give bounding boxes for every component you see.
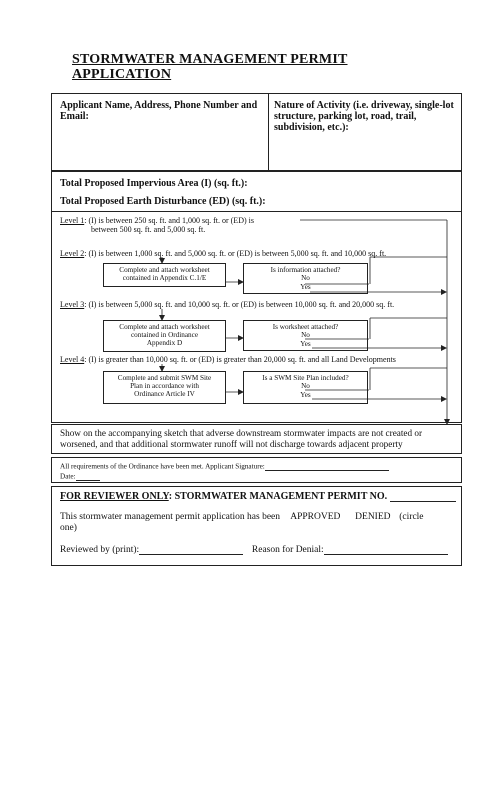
level-1-text: Level 1: (I) is between 250 sq. ft. and 1,000 sq. ft. or (ED) is between 500 sq. ft. and 5,000 sq. ft.: [60, 216, 254, 234]
level-4-no[interactable]: No: [301, 382, 310, 391]
level-2-question-box: Is information attached? No Yes: [243, 263, 368, 294]
level-3-text: Level 3: (I) is between 5,000 sq. ft. and 10,000 sq. ft. or (ED) is between 10,000 sq. ft. and 20,000 sq. ft.: [60, 300, 395, 309]
date-field[interactable]: [76, 471, 100, 481]
applicant-label: Applicant Name, Address, Phone Number and Email:: [60, 100, 258, 122]
page-title: [72, 52, 372, 82]
level-2-yes[interactable]: Yes: [300, 282, 311, 291]
applicant-signature-field[interactable]: [265, 461, 389, 471]
table-divider: [268, 93, 269, 171]
level-2-no[interactable]: No: [301, 274, 310, 283]
level-3-yes[interactable]: Yes: [300, 339, 311, 348]
reviewer-heading: FOR REVIEWER ONLY: STORMWATER MANAGEMENT PERMIT NO.: [60, 491, 460, 502]
level-4-text: Level 4: (I) is greater than 10,000 sq. ft. or (ED) is greater than 20,000 sq. ft. and all Land Developments: [60, 355, 396, 364]
level-4-yes[interactable]: Yes: [300, 390, 311, 399]
denied-option[interactable]: DENIED: [355, 512, 391, 522]
level-3-worksheet-box: Complete and attach worksheet contained in Ordinance Appendix D: [103, 320, 226, 352]
level-4-worksheet-box: Complete and submit SWM Site Plan in accordance with Ordinance Article IV: [103, 371, 226, 404]
level-2-tag: Level 2: [60, 249, 85, 258]
level-4-tag: Level 4: [60, 355, 85, 364]
permit-number-field[interactable]: [390, 491, 456, 502]
level-3-tag: Level 3: [60, 300, 85, 309]
applicant-field[interactable]: [56, 124, 264, 168]
reviewer-status: This stormwater management permit application has been APPROVED DENIED (circle one): [60, 512, 424, 533]
level-1-tag: Level 1: [60, 216, 85, 225]
signature-text: All requirements of the Ordinance have been met. Applicant Signature: Date:: [60, 461, 460, 481]
level-4-question-box: Is a SWM Site Plan included? No Yes: [243, 371, 368, 404]
reviewed-by-field[interactable]: [139, 545, 243, 555]
earth-disturbance-label: Total Proposed Earth Disturbance (ED) (sq. ft.):: [60, 196, 266, 207]
activity-label: Nature of Activity (i.e. driveway, single-lot structure, parking lot, road, trail, subdivision, etc.):: [274, 100, 454, 133]
activity-field[interactable]: [272, 136, 458, 168]
approved-option[interactable]: APPROVED: [290, 512, 341, 522]
level-3-no[interactable]: No: [301, 331, 310, 340]
reviewer-footer: Reviewed by (print): Reason for Denial:: [60, 545, 460, 555]
sketch-note-text: Show on the accompanying sketch that adverse downstream stormwater impacts are not created or worsened, and that additional stormwater runoff will not discharge towards adjacent property: [60, 428, 423, 449]
title-line-2: APPLICATION: [72, 67, 172, 82]
reason-for-denial-field[interactable]: [324, 545, 448, 555]
areas-divider: [51, 211, 462, 212]
level-2-worksheet-box: Complete and attach worksheet contained in Appendix C.1/E: [103, 263, 226, 287]
level-2-text: Level 2: (I) is between 1,000 sq. ft. and 5,000 sq. ft. or (ED) is between 5,000 sq. ft. and 10,000 sq. ft.: [60, 249, 387, 258]
impervious-area-label: Total Proposed Impervious Area (I) (sq. ft.):: [60, 178, 248, 189]
title-line-1: STORMWATER MANAGEMENT PERMIT: [72, 52, 348, 67]
level-3-question-box: Is worksheet attached? No Yes: [243, 320, 368, 351]
